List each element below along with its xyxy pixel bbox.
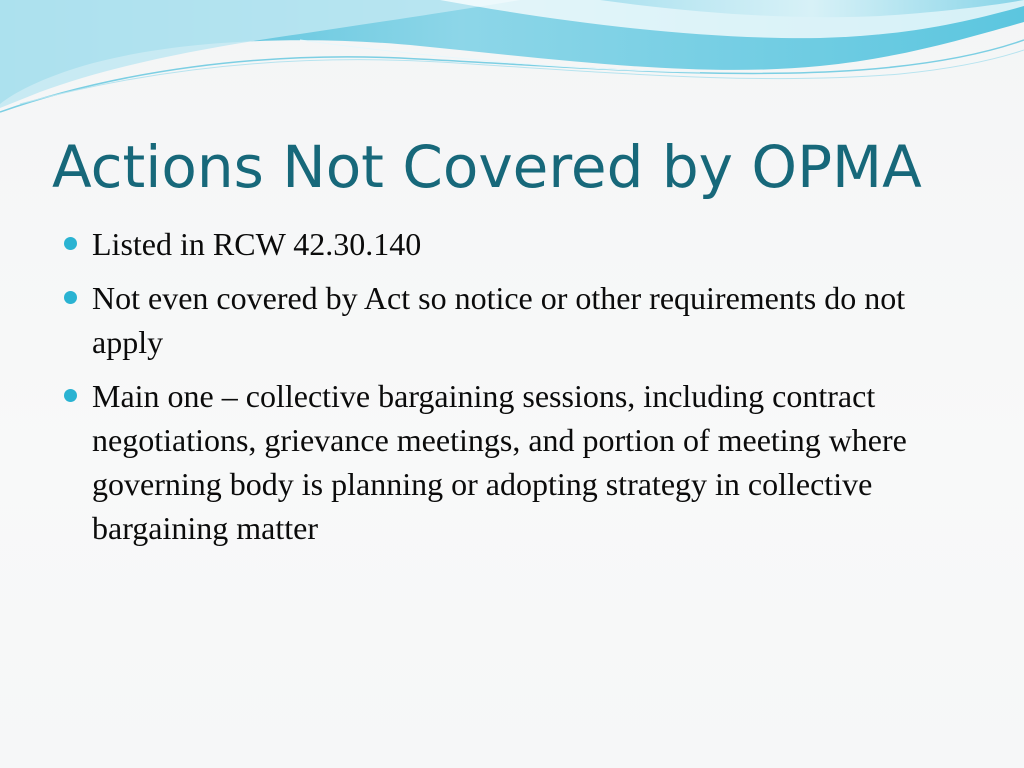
bullet-marker-icon bbox=[64, 291, 77, 304]
bullet-item bbox=[62, 374, 982, 550]
bullet-marker-icon bbox=[64, 389, 77, 402]
bullet-text: Not even covered by Act so notice or other requirements do not apply bbox=[92, 280, 906, 360]
bullet-item bbox=[62, 276, 982, 364]
header-wave-decoration bbox=[0, 0, 1024, 120]
slide-title: Actions Not Covered by OPMA bbox=[52, 133, 922, 201]
bullet-text: Listed in RCW 42.30.140 bbox=[92, 226, 422, 262]
bullet-text: Main one – collective bargaining sessions, including contract negotiations, grievance meetings, and portion of meeting where governing body is planning or adopting strategy in collective bargaining matter bbox=[92, 378, 907, 546]
bullet-marker-icon bbox=[64, 237, 77, 250]
bullet-item bbox=[62, 222, 982, 266]
bullet-list bbox=[62, 222, 982, 560]
